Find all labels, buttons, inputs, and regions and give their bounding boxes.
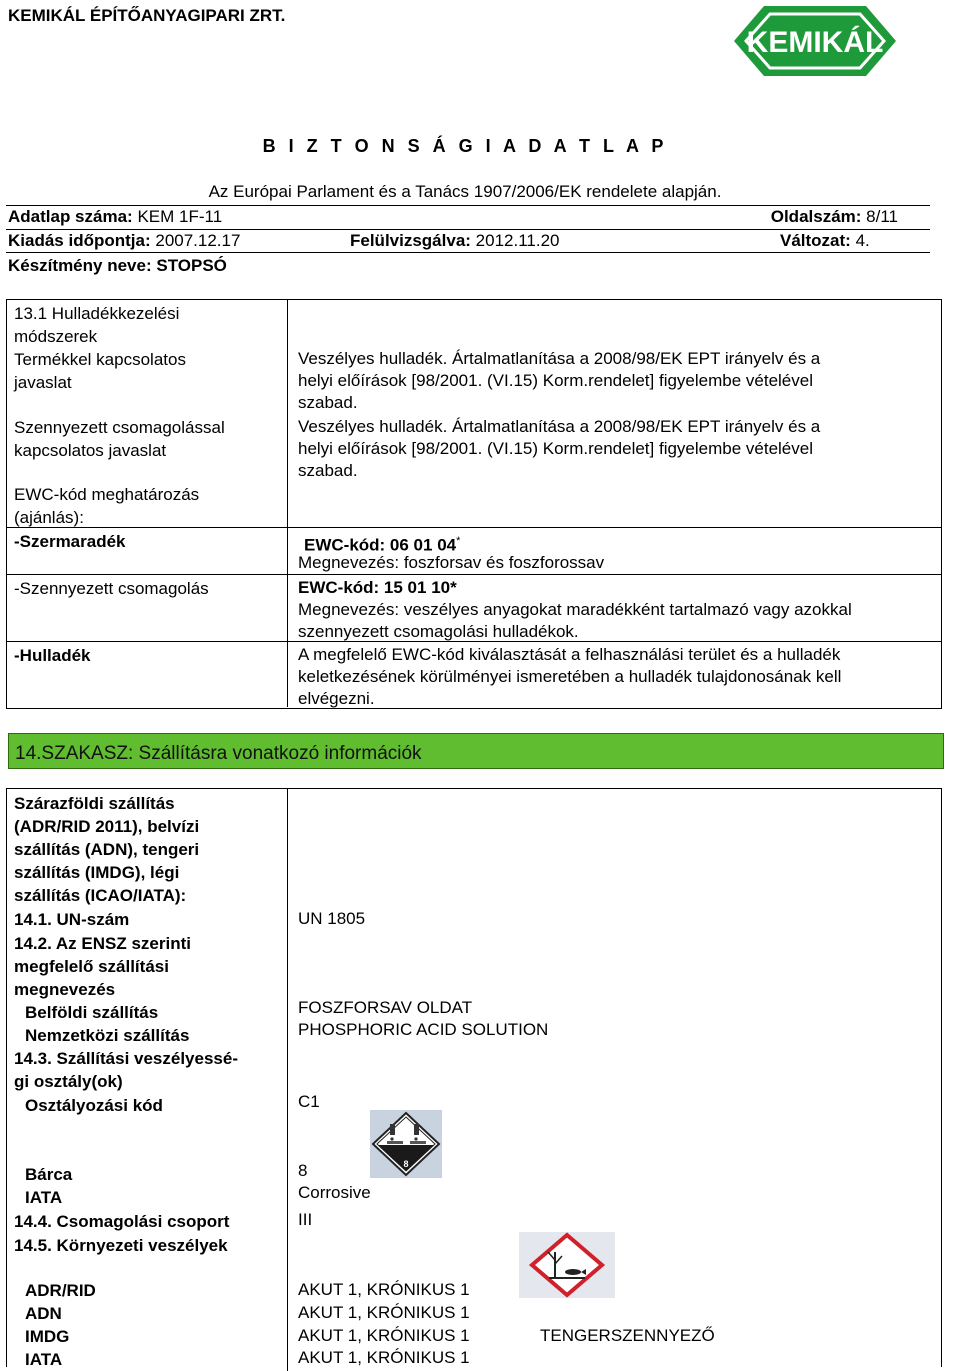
environmental-hazards-label: 14.5. Környezeti veszélyek bbox=[14, 1236, 228, 1255]
iata-label: IATA bbox=[25, 1188, 63, 1207]
residue-code: EWC-kód: 06 01 04 bbox=[304, 535, 457, 555]
cpack-code: EWC-kód: 15 01 10* bbox=[298, 578, 457, 597]
packing-group-label: 14.4. Csomagolási csoport bbox=[14, 1212, 230, 1231]
review-label: Felülvizsgálva: bbox=[350, 231, 471, 250]
packing-group-value: III bbox=[298, 1210, 313, 1229]
iata-value: Corrosive bbox=[298, 1183, 371, 1202]
logo-text: KEMIKÁL bbox=[746, 26, 884, 59]
residue-label: -Szermaradék bbox=[14, 532, 126, 551]
dates-row bbox=[8, 231, 898, 251]
env-row-value-0: AKUT 1, KRÓNIKUS 1 bbox=[298, 1280, 470, 1299]
divider bbox=[6, 252, 930, 253]
land-transport-label: Szárazföldi szállítás (ADR/RID 2011), belvízi szállítás (ADN), tengeri szállítás (IMDG), légi szállítás (ICAO/IATA): bbox=[14, 794, 200, 905]
environment-hazard-pictogram-icon bbox=[519, 1232, 615, 1298]
corrosive-pictogram-number: 8 bbox=[403, 1159, 409, 1169]
sheet-info-row bbox=[8, 207, 898, 227]
contaminated-packaging-value: EWC-kód: 15 01 10* Megnevezés: veszélyes anyagokat maradékként tartalmazó vagy azokkal szennyezett csomagolási hulladékok. bbox=[298, 578, 852, 641]
env-row-value-3: AKUT 1, KRÓNIKUS 1 bbox=[298, 1348, 470, 1367]
product-name: STOPSÓ bbox=[156, 256, 227, 275]
env-row-label-0: ADR/RID bbox=[25, 1281, 96, 1300]
document-title: B I Z T O N S Á G I A D A T L A P bbox=[262, 136, 668, 156]
product-row bbox=[8, 256, 898, 276]
sheet-no: KEM 1F-11 bbox=[137, 207, 223, 226]
packaging-advice-value: Veszélyes hulladék. Ártalmatlanítása a 2008/98/EK EPT irányelv és a helyi előírások [98/2001. (VI.15) Korm.rendelet] figyelembe vételével szabad. bbox=[298, 417, 821, 480]
review-date: 2012.11.20 bbox=[475, 231, 560, 250]
kemikal-logo bbox=[726, 2, 904, 80]
un-number-label: 14.1. UN-szám bbox=[14, 910, 130, 929]
table-column-divider bbox=[287, 789, 288, 1371]
packaging-advice-label: Szennyezett csomagolással kapcsolatos javaslat bbox=[14, 418, 225, 460]
hazard-class-label: 14.3. Szállítási veszélyessé- gi osztály(ok) bbox=[14, 1049, 238, 1091]
classification-code-value: C1 bbox=[298, 1092, 320, 1111]
international-value: PHOSPHORIC ACID SOLUTION bbox=[298, 1020, 549, 1039]
label-value: 8 bbox=[298, 1161, 308, 1180]
env-row-label-2: IMDG bbox=[25, 1327, 70, 1346]
issue-label: Kiadás időpontja: bbox=[8, 231, 151, 250]
env-row-value-2: AKUT 1, KRÓNIKUS 1 bbox=[298, 1326, 470, 1345]
table-column-divider bbox=[287, 300, 288, 707]
product-label: Készítmény neve: bbox=[8, 256, 152, 275]
env-row-label-1: ADN bbox=[25, 1304, 62, 1323]
version: 4. bbox=[855, 231, 870, 250]
divider bbox=[6, 229, 930, 230]
divider bbox=[6, 205, 930, 206]
env-row-label-3: IATA bbox=[25, 1350, 63, 1369]
international-label: Nemzetközi szállítás bbox=[25, 1026, 190, 1045]
regulation-line: Az Európai Parlament és a Tanács 1907/2006/EK rendelete alapján. bbox=[208, 182, 722, 201]
product-advice-value: Veszélyes hulladék. Ártalmatlanítása a 2008/98/EK EPT irányelv és a helyi előírások [98/2001. (VI.15) Korm.rendelet] figyelembe vételével szabad. bbox=[298, 349, 821, 412]
version-label: Változat: bbox=[780, 231, 851, 250]
classification-code-label: Osztályozási kód bbox=[25, 1096, 163, 1115]
page-label: Oldalszám: bbox=[770, 207, 862, 226]
issue-date: 2007.12.17 bbox=[155, 231, 241, 250]
residue-star: * bbox=[456, 535, 461, 547]
section-14-header bbox=[8, 733, 944, 769]
domestic-value: FOSZFORSAV OLDAT bbox=[298, 998, 473, 1017]
waste-value: A megfelelő EWC-kód kiválasztását a felhasználási terület és a hulladék keletkezésének körülményei ismeretében a hulladék tulajdonosának kell elvégezni. bbox=[298, 645, 842, 708]
page-number: 8/11 bbox=[866, 207, 898, 226]
corrosive-pictogram-icon bbox=[370, 1110, 442, 1178]
un-number-value: UN 1805 bbox=[298, 909, 366, 928]
waste-label: -Hulladék bbox=[14, 646, 91, 665]
env-row-value-1: AKUT 1, KRÓNIKUS 1 bbox=[298, 1303, 470, 1322]
product-advice-label: Termékkel kapcsolatos javaslat bbox=[14, 350, 186, 392]
contaminated-packaging-label: -Szennyezett csomagolás bbox=[14, 579, 209, 598]
shipping-name-label: 14.2. Az ENSZ szerinti megfelelő szállítási megnevezés bbox=[14, 934, 191, 999]
section-14-title: 14.SZAKASZ: Szállításra vonatkozó információk bbox=[15, 743, 422, 764]
marine-pollutant-label: TENGERSZENNYEZŐ bbox=[540, 1326, 715, 1345]
sheet-no-label: Adatlap száma: bbox=[8, 207, 133, 226]
company-name: KEMIKÁL ÉPÍTŐANYAGIPARI ZRT. bbox=[8, 6, 286, 25]
ewc-label: EWC-kód meghatározás (ajánlás): bbox=[14, 485, 200, 527]
label-label: Bárca bbox=[25, 1165, 73, 1184]
domestic-label: Belföldi szállítás bbox=[25, 1003, 159, 1022]
table-row-divider bbox=[7, 574, 941, 575]
methods-label: 13.1 Hulladékkezelési módszerek bbox=[14, 304, 180, 346]
residue-name: Megnevezés: foszforsav és foszforossav bbox=[298, 553, 605, 572]
